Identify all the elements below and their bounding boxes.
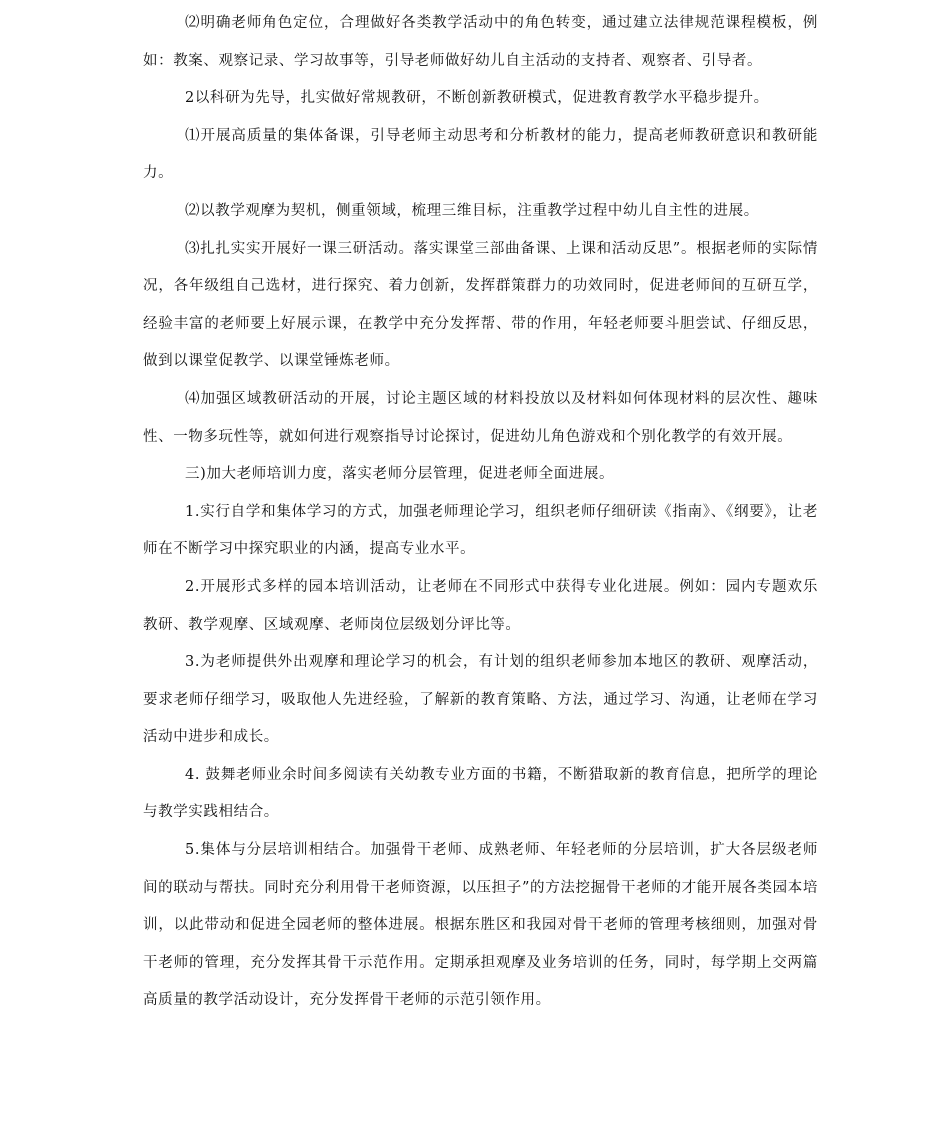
paragraph-section-three-heading: 三)加大老师培训力度，落实老师分层管理，促进老师全面进展。 <box>185 466 615 483</box>
paragraph-collective-lesson-prep: ⑴开展高质量的集体备课，引导老师主动思考和分析教材的能力，提高老师教研意识和教研能力。 <box>143 127 818 182</box>
paragraph-item-2: 2.开展形式多样的园本培训活动，让老师在不同形式中获得专业化进展。例如：园内专题欢乐教研、教学观摩、区域观摩、老师岗位层级划分评比等。 <box>143 578 818 633</box>
paragraph-teacher-role: ⑵明确老师角色定位，合理做好各类教学活动中的角色转变，通过建立法律规范课程模板，例如：教案、观察记录、学习故事等，引导老师做好幼儿自主活动的支持者、观察者、引导者。 <box>143 15 818 69</box>
paragraph-item-4: 4. 鼓舞老师业余时间多阅读有关幼教专业方面的书籍，不断猎取新的教育信息，把所学的理论与教学实践相结合。 <box>143 766 818 821</box>
paragraph-teaching-observation: ⑵以教学观摩为契机，侧重领域，梳理三维目标，注重教学过程中幼儿自主性的进展。 <box>185 202 759 219</box>
paragraph-item-5: 5.集体与分层培训相结合。加强骨干老师、成熟老师、年轻老师的分层培训，扩大各层级老师间的联动与帮扶。同时充分利用骨干老师资源，以压担子”的方法挖掘骨干老师的才能开展各类园本培训，以此带动和促进全园老师的整体进展。根据东胜区和我园对骨干老师的管理考核细则，加强对骨干老师的管理，充分发挥其骨干示范作用。定期承担观摩及业务培训的任务，同时，每学期上交两篇高质量的教学活动设计，充分发挥骨干老师的示范引领作用。 <box>143 842 818 1009</box>
document-body <box>143 5 818 1020</box>
paragraph-area-research: ⑷加强区域教研活动的开展，讨论主题区域的材料投放以及材料如何体现材料的层次性、趣味性、一物多玩性等，就如何进行观察指导讨论探讨，促进幼儿角色游戏和个别化教学的有效开展。 <box>143 390 818 445</box>
paragraph-item-3: 3.为老师提供外出观摩和理论学习的机会，有计划的组织老师参加本地区的教研、观摩活动，要求老师仔细学习，吸取他人先进经验，了解新的教育策略、方法，通过学习、沟通，让老师在学习活动中进步和成长。 <box>143 654 818 746</box>
paragraph-research-lead: 2以科研为先导，扎实做好常规教研，不断创新教研模式，促进教育教学水平稳步提升。 <box>185 90 769 107</box>
paragraph-item-1: 1.实行自学和集体学习的方式，加强老师理论学习，组织老师仔细研读《指南》、《纲要》，让老师在不断学习中探究职业的内涵，提高专业水平。 <box>143 503 818 558</box>
paragraph-one-lesson-three-research: ⑶扎扎实实开展好一课三研活动。落实课堂三部曲备课、上课和活动反思”。根据老师的实际情况，各年级组自己选材，进行探究、着力创新，发挥群策群力的功效同时，促进老师间的互研互学，经验丰富的老师要上好展示课，在教学中充分发挥帮、带的作用，年轻老师要斗胆尝试、仔细反思，做到以课堂促教学、以课堂锤炼老师。 <box>143 240 818 370</box>
